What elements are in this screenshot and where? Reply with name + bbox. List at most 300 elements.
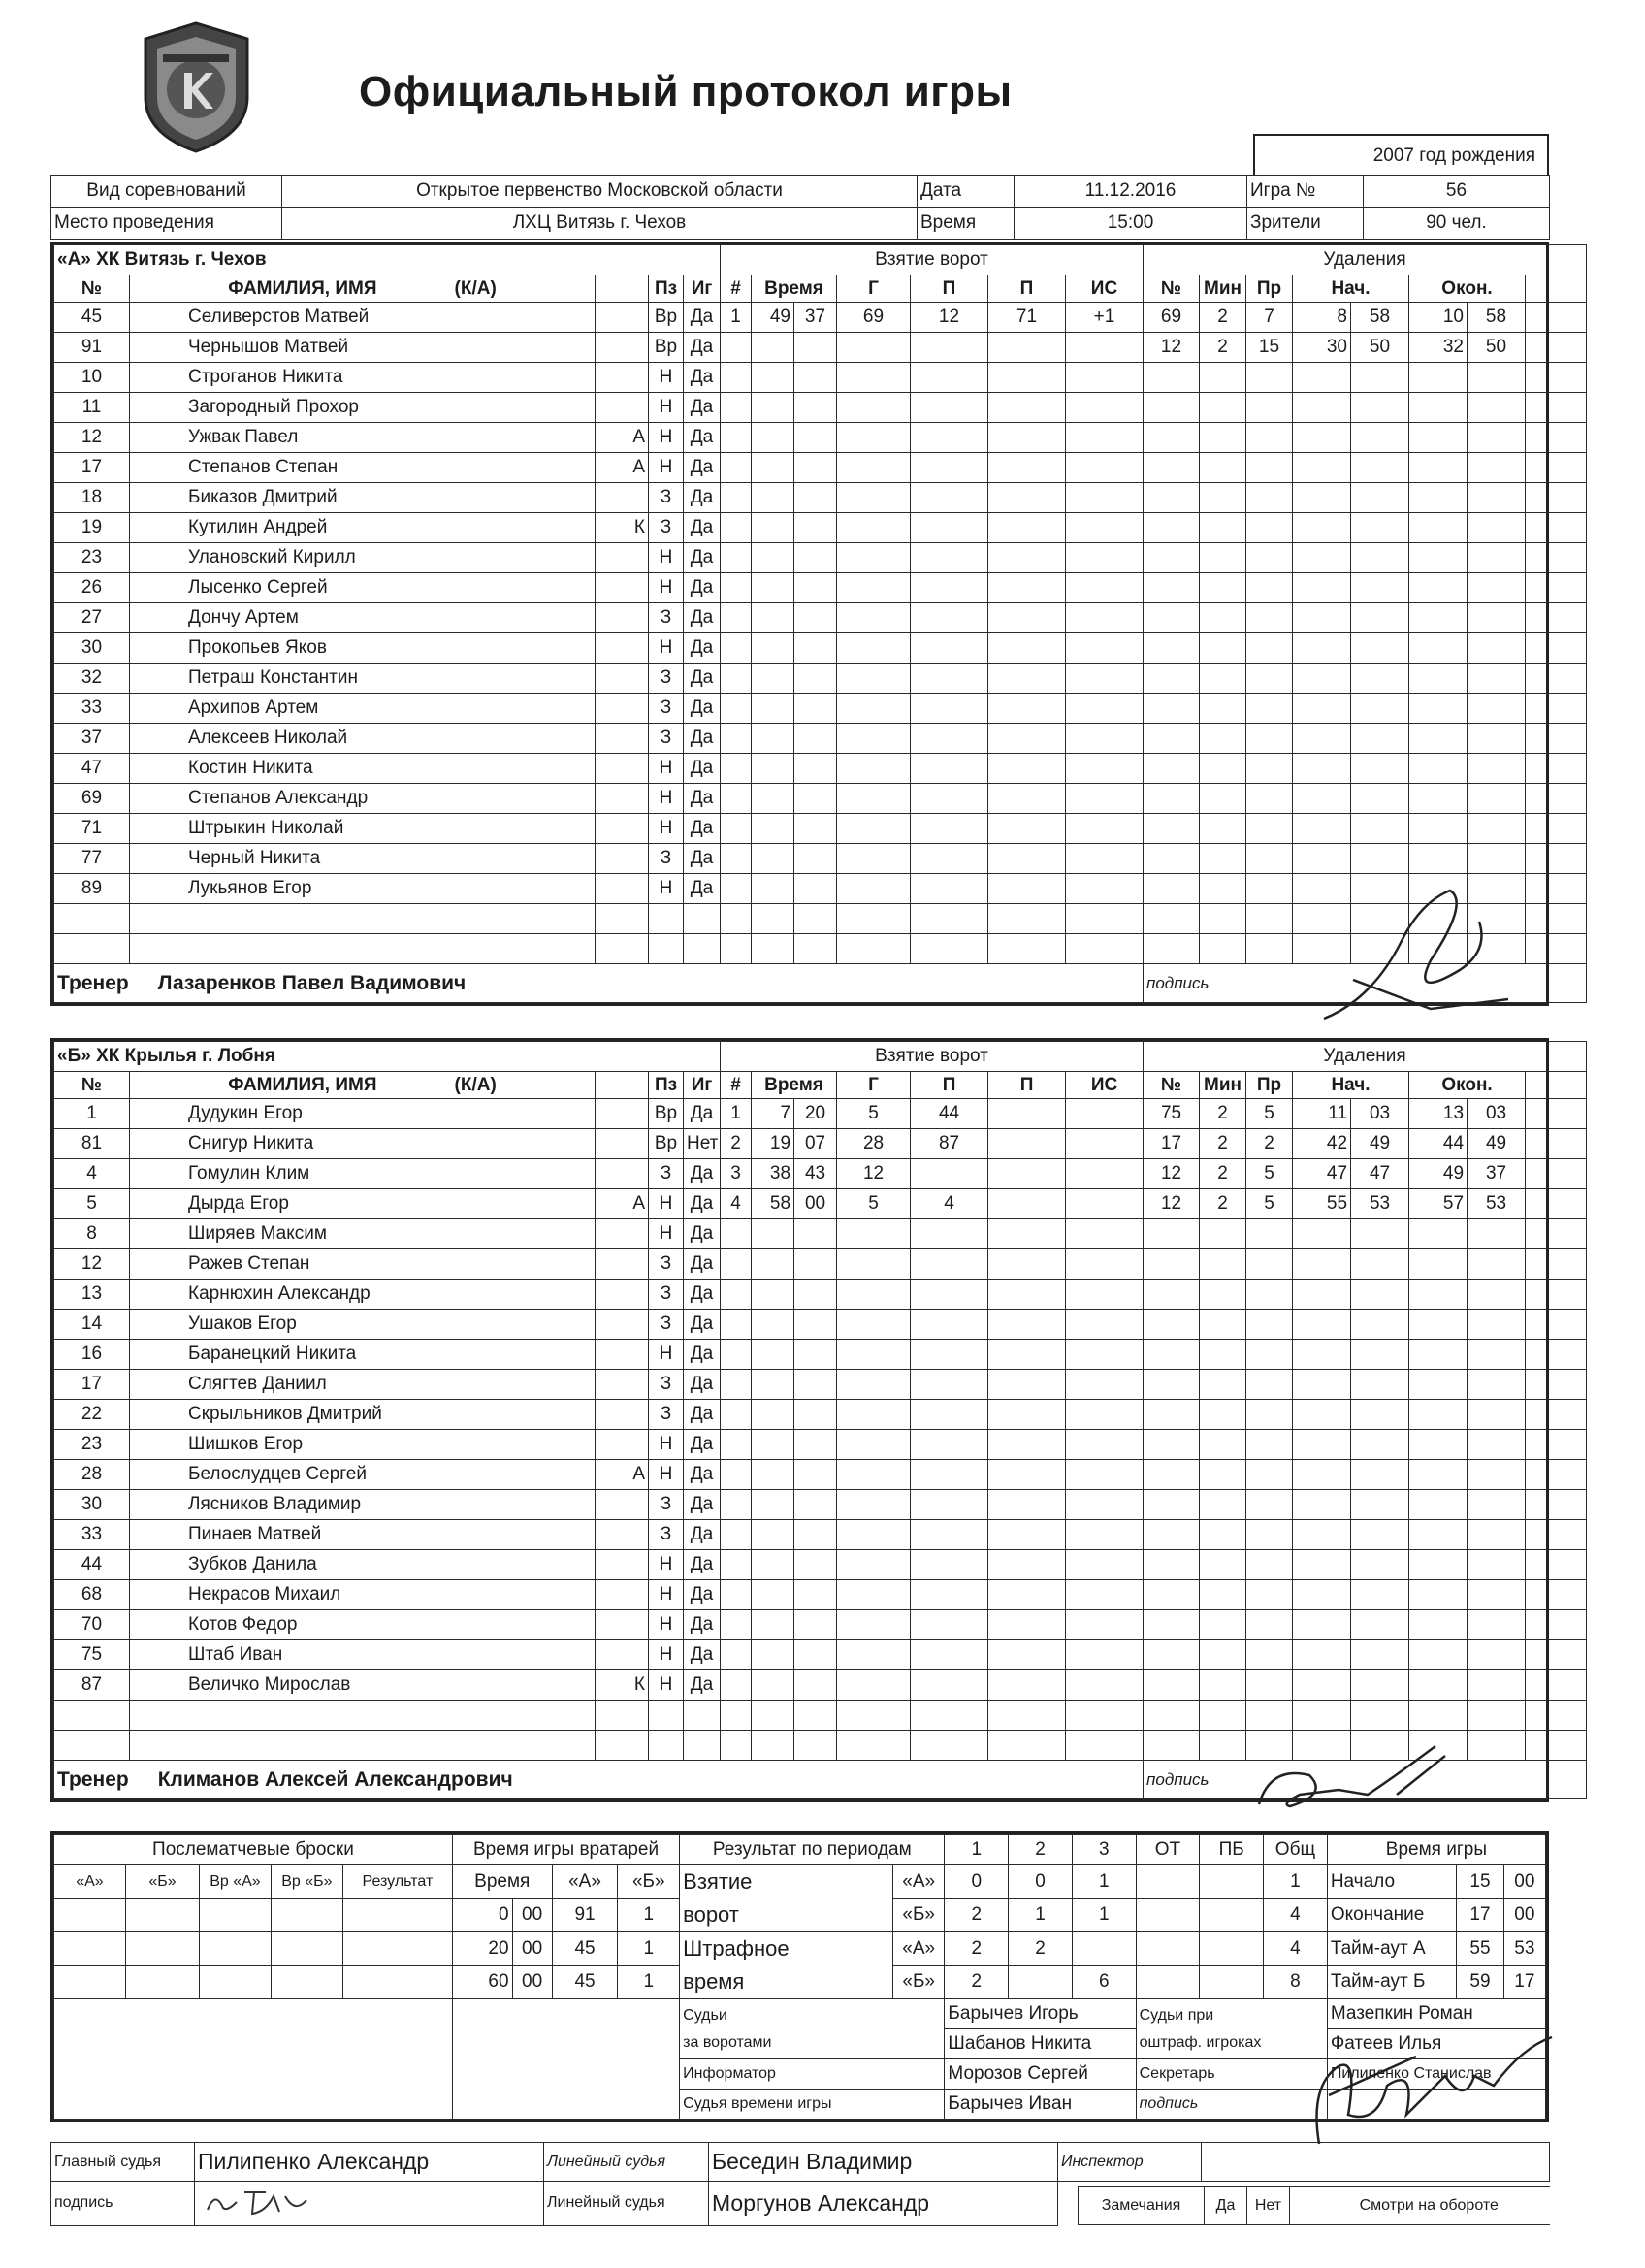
player-pos: Н bbox=[649, 784, 684, 814]
goal-is bbox=[1066, 1340, 1144, 1370]
player-row bbox=[54, 1550, 1587, 1580]
pen-min bbox=[1200, 573, 1246, 603]
pen-end-min bbox=[1409, 633, 1468, 664]
bottom-sign-label: подпись bbox=[1136, 2090, 1327, 2120]
pen-end-sec bbox=[1468, 754, 1526, 784]
goals-b-2: 1 bbox=[1009, 1898, 1073, 1932]
pen-player bbox=[1144, 754, 1200, 784]
goal-is bbox=[1066, 483, 1144, 513]
goal-num: 2 bbox=[721, 1129, 752, 1159]
goal-sec bbox=[794, 1219, 837, 1249]
date-value: 11.12.2016 bbox=[1015, 176, 1247, 208]
goal-scorer: 5 bbox=[837, 1189, 911, 1219]
pen-start-sec bbox=[1351, 1701, 1409, 1731]
goal-assist-1 bbox=[911, 573, 988, 603]
goal-assist-1 bbox=[911, 1580, 988, 1610]
pen-start-min bbox=[1293, 363, 1351, 393]
player-name bbox=[130, 1731, 596, 1761]
goal-min bbox=[752, 874, 794, 904]
pen-player bbox=[1144, 513, 1200, 543]
pen-reason bbox=[1246, 1219, 1293, 1249]
goal-sec bbox=[794, 1249, 837, 1280]
goal-assist-2 bbox=[988, 694, 1066, 724]
goal-min: 19 bbox=[752, 1129, 794, 1159]
goal-sec bbox=[794, 603, 837, 633]
pen-judges-label-2: оштраф. игроках bbox=[1139, 2033, 1262, 2051]
goal-sec bbox=[794, 814, 837, 844]
pen-reason: 2 bbox=[1246, 1129, 1293, 1159]
goal-assist-1 bbox=[911, 1370, 988, 1400]
pen-reason bbox=[1246, 453, 1293, 483]
player-row bbox=[54, 1099, 1587, 1129]
player-role bbox=[596, 754, 649, 784]
player-pos: Н bbox=[649, 814, 684, 844]
player-number bbox=[54, 1701, 130, 1731]
pen-reason bbox=[1246, 694, 1293, 724]
pen-start-sec bbox=[1351, 393, 1409, 423]
pen-player: 12 bbox=[1144, 333, 1200, 363]
pen-start-sec bbox=[1351, 453, 1409, 483]
player-pos: Н bbox=[649, 1610, 684, 1640]
player-ig: Да bbox=[684, 1520, 721, 1550]
pen-start-min: 55 bbox=[1293, 1189, 1351, 1219]
goal-scorer bbox=[837, 1701, 911, 1731]
pen-end-sec bbox=[1468, 393, 1526, 423]
goal-min bbox=[752, 1249, 794, 1280]
secretary-signature bbox=[1300, 2027, 1562, 2154]
goal-assist-1 bbox=[911, 1460, 988, 1490]
pen-min bbox=[1200, 393, 1246, 423]
pen-start-min bbox=[1293, 513, 1351, 543]
pen-min: 2 bbox=[1200, 1189, 1246, 1219]
gk-row-0-b: 1 bbox=[618, 1898, 680, 1932]
goal-assist-2 bbox=[988, 633, 1066, 664]
pen-player bbox=[1144, 664, 1200, 694]
player-ig bbox=[684, 934, 721, 964]
goal-scorer bbox=[837, 363, 911, 393]
goal-is bbox=[1066, 423, 1144, 453]
goal-is bbox=[1066, 934, 1144, 964]
player-number: 8 bbox=[54, 1219, 130, 1249]
pen-a-2: 2 bbox=[1009, 1932, 1073, 1966]
goal-num: 3 bbox=[721, 1159, 752, 1189]
goal-is bbox=[1066, 814, 1144, 844]
player-role bbox=[596, 1610, 649, 1640]
pen-a-pb bbox=[1200, 1932, 1264, 1966]
pen-player bbox=[1144, 784, 1200, 814]
pen-player bbox=[1144, 1280, 1200, 1310]
player-ig: Нет bbox=[684, 1129, 721, 1159]
goals-a-3: 1 bbox=[1072, 1865, 1136, 1899]
goal-is bbox=[1066, 1610, 1144, 1640]
pen-start-sec bbox=[1351, 603, 1409, 633]
pen-end-min: 32 bbox=[1409, 333, 1468, 363]
player-name bbox=[130, 934, 596, 964]
goal-num bbox=[721, 1520, 752, 1550]
gt-h-0: 15 bbox=[1457, 1865, 1503, 1899]
player-ig: Да bbox=[684, 1280, 721, 1310]
pen-end-sec bbox=[1468, 1280, 1526, 1310]
player-ig: Да bbox=[684, 513, 721, 543]
pen-reason bbox=[1246, 784, 1293, 814]
goal-is bbox=[1066, 1370, 1144, 1400]
player-row bbox=[54, 423, 1587, 453]
goal-sec bbox=[794, 784, 837, 814]
player-ig: Да bbox=[684, 1400, 721, 1430]
pen-end-sec: 58 bbox=[1468, 303, 1526, 333]
goal-scorer bbox=[837, 603, 911, 633]
pen-start-sec bbox=[1351, 754, 1409, 784]
player-ig: Да bbox=[684, 754, 721, 784]
player-ig: Да bbox=[684, 333, 721, 363]
pen-end-sec bbox=[1468, 1370, 1526, 1400]
goal-num bbox=[721, 724, 752, 754]
goal-sec bbox=[794, 904, 837, 934]
pen-player bbox=[1144, 393, 1200, 423]
goal-sec bbox=[794, 1490, 837, 1520]
player-pos: Н bbox=[649, 573, 684, 603]
pen-end-sec: 49 bbox=[1468, 1129, 1526, 1159]
player-number: 23 bbox=[54, 1430, 130, 1460]
pen-start-sec bbox=[1351, 573, 1409, 603]
pen-player bbox=[1144, 453, 1200, 483]
informer-label: Информатор bbox=[680, 2059, 945, 2090]
col-p1: П bbox=[911, 275, 988, 303]
pen-start-min: 30 bbox=[1293, 333, 1351, 363]
pen-start-min bbox=[1293, 1430, 1351, 1460]
pen-end-sec bbox=[1468, 694, 1526, 724]
line-ref-1: Беседин Владимир bbox=[709, 2143, 1058, 2182]
player-role bbox=[596, 483, 649, 513]
player-row bbox=[54, 1370, 1587, 1400]
player-ig: Да bbox=[684, 603, 721, 633]
pen-reason bbox=[1246, 1249, 1293, 1280]
pen-min bbox=[1200, 844, 1246, 874]
pen-end-min bbox=[1409, 694, 1468, 724]
goal-is bbox=[1066, 1670, 1144, 1701]
pen-reason bbox=[1246, 1490, 1293, 1520]
player-row bbox=[54, 1580, 1587, 1610]
coach-name: Климанов Алексей Александрович bbox=[157, 1767, 513, 1791]
pen-end-sec bbox=[1468, 1640, 1526, 1670]
player-ig: Да bbox=[684, 814, 721, 844]
player-name: Величко Мирослав bbox=[130, 1670, 596, 1701]
goal-is bbox=[1066, 724, 1144, 754]
player-row bbox=[54, 724, 1587, 754]
goal-assist-2 bbox=[988, 1640, 1066, 1670]
pen-start-min bbox=[1293, 814, 1351, 844]
player-pos: Н bbox=[649, 633, 684, 664]
goal-sec bbox=[794, 1310, 837, 1340]
game-time-header: Время игры bbox=[1327, 1835, 1545, 1865]
pen-start-min bbox=[1293, 1580, 1351, 1610]
coach-a-signature bbox=[1314, 883, 1518, 1028]
goal-num bbox=[721, 1370, 752, 1400]
pen-min bbox=[1200, 1280, 1246, 1310]
goal-judge-1: Барычев Игорь bbox=[945, 1999, 1136, 2029]
goal-scorer bbox=[837, 543, 911, 573]
pen-reason bbox=[1246, 1550, 1293, 1580]
comp-value: Открытое первенство Московской области bbox=[282, 176, 918, 208]
goal-min bbox=[752, 1550, 794, 1580]
pen-end-sec: 03 bbox=[1468, 1099, 1526, 1129]
col-hash: # bbox=[721, 275, 752, 303]
goal-min bbox=[752, 1370, 794, 1400]
gk-a-col: «А» bbox=[552, 1865, 618, 1899]
pen-start-sec bbox=[1351, 1219, 1409, 1249]
player-row bbox=[54, 543, 1587, 573]
player-number: 32 bbox=[54, 664, 130, 694]
goal-sec bbox=[794, 423, 837, 453]
pen-start-sec bbox=[1351, 1370, 1409, 1400]
col-pr: Пр bbox=[1246, 1072, 1293, 1099]
player-name bbox=[130, 1701, 596, 1731]
player-row bbox=[54, 333, 1587, 363]
goal-min bbox=[752, 1430, 794, 1460]
pen-end-sec: 50 bbox=[1468, 333, 1526, 363]
pen-min bbox=[1200, 1670, 1246, 1701]
col-start: Нач. bbox=[1293, 1072, 1409, 1099]
goal-num bbox=[721, 1310, 752, 1340]
col-p1: П bbox=[911, 1072, 988, 1099]
player-pos: З bbox=[649, 1280, 684, 1310]
gk-row-1-b: 1 bbox=[618, 1932, 680, 1966]
goal-num: 1 bbox=[721, 1099, 752, 1129]
pen-player bbox=[1144, 934, 1200, 964]
pen-end-min bbox=[1409, 1640, 1468, 1670]
player-role bbox=[596, 1490, 649, 1520]
goal-assist-1 bbox=[911, 1701, 988, 1731]
comp-label: Вид соревнований bbox=[51, 176, 282, 208]
pen-player: 12 bbox=[1144, 1159, 1200, 1189]
goal-assist-1 bbox=[911, 874, 988, 904]
pen-start-sec: 50 bbox=[1351, 333, 1409, 363]
player-ig bbox=[684, 904, 721, 934]
goal-num bbox=[721, 1550, 752, 1580]
player-row bbox=[54, 453, 1587, 483]
goal-scorer: 12 bbox=[837, 1159, 911, 1189]
goal-assist-1 bbox=[911, 333, 988, 363]
gt-m-2: 53 bbox=[1503, 1932, 1545, 1966]
goal-assist-2 bbox=[988, 363, 1066, 393]
pen-reason bbox=[1246, 664, 1293, 694]
player-pos: З bbox=[649, 1310, 684, 1340]
pen-reason bbox=[1246, 1340, 1293, 1370]
player-number: 17 bbox=[54, 453, 130, 483]
col-name-label: ФАМИЛИЯ, ИМЯ bbox=[228, 1074, 377, 1095]
player-number: 12 bbox=[54, 1249, 130, 1280]
gt-h-3: 59 bbox=[1457, 1965, 1503, 1999]
player-name: Чернышов Матвей bbox=[130, 333, 596, 363]
pen-end-min bbox=[1409, 1400, 1468, 1430]
goal-assist-2 bbox=[988, 1099, 1066, 1129]
goal-min bbox=[752, 363, 794, 393]
pen-label-2: время bbox=[683, 1969, 745, 1993]
goal-sec: 00 bbox=[794, 1189, 837, 1219]
gk-row-0-m: 0 bbox=[452, 1898, 512, 1932]
goal-assist-1 bbox=[911, 1550, 988, 1580]
goal-min bbox=[752, 633, 794, 664]
goal-num bbox=[721, 664, 752, 694]
player-name: Котов Федор bbox=[130, 1610, 596, 1640]
player-row bbox=[54, 1280, 1587, 1310]
pen-start-sec bbox=[1351, 1400, 1409, 1430]
goal-assist-1: 87 bbox=[911, 1129, 988, 1159]
player-role bbox=[596, 814, 649, 844]
goal-scorer bbox=[837, 664, 911, 694]
player-pos: Н bbox=[649, 543, 684, 573]
goal-sec bbox=[794, 694, 837, 724]
main-ref-label: Главный судья bbox=[51, 2143, 195, 2182]
goal-num bbox=[721, 934, 752, 964]
gt-h-1: 17 bbox=[1457, 1898, 1503, 1932]
pen-start-sec: 53 bbox=[1351, 1189, 1409, 1219]
pen-player bbox=[1144, 1430, 1200, 1460]
goal-scorer bbox=[837, 754, 911, 784]
pen-start-sec: 58 bbox=[1351, 303, 1409, 333]
pen-player bbox=[1144, 423, 1200, 453]
pen-min bbox=[1200, 543, 1246, 573]
so-result: Результат bbox=[342, 1865, 452, 1899]
pen-player bbox=[1144, 1400, 1200, 1430]
pen-end-min bbox=[1409, 603, 1468, 633]
place-value: ЛХЦ Витязь г. Чехов bbox=[282, 208, 918, 240]
pen-reason: 5 bbox=[1246, 1159, 1293, 1189]
pen-min bbox=[1200, 1219, 1246, 1249]
gk-b-col: «Б» bbox=[618, 1865, 680, 1899]
goal-assist-2 bbox=[988, 1731, 1066, 1761]
goal-num bbox=[721, 333, 752, 363]
goal-is bbox=[1066, 1731, 1144, 1761]
pen-start-sec bbox=[1351, 1580, 1409, 1610]
goal-is: +1 bbox=[1066, 303, 1144, 333]
pen-end-min bbox=[1409, 513, 1468, 543]
goal-is bbox=[1066, 513, 1144, 543]
pen-min bbox=[1200, 1731, 1246, 1761]
goal-scorer bbox=[837, 573, 911, 603]
goal-num bbox=[721, 1430, 752, 1460]
shootout-header: Послематчевые броски bbox=[54, 1835, 453, 1865]
player-row bbox=[54, 1490, 1587, 1520]
player-name: Дудукин Егор bbox=[130, 1099, 596, 1129]
pen-start-min bbox=[1293, 1280, 1351, 1310]
pen-end-sec bbox=[1468, 664, 1526, 694]
pen-reason bbox=[1246, 1400, 1293, 1430]
col-pnum: № bbox=[1144, 1072, 1200, 1099]
goal-scorer bbox=[837, 1490, 911, 1520]
player-number bbox=[54, 904, 130, 934]
pen-start-min: 47 bbox=[1293, 1159, 1351, 1189]
player-role bbox=[596, 1370, 649, 1400]
player-pos: Н bbox=[649, 1219, 684, 1249]
player-name: Лясников Владимир bbox=[130, 1490, 596, 1520]
goal-is bbox=[1066, 1159, 1144, 1189]
goal-assist-1: 12 bbox=[911, 303, 988, 333]
goal-sec bbox=[794, 333, 837, 363]
periods-header: Результат по периодам bbox=[680, 1835, 945, 1865]
goal-min bbox=[752, 393, 794, 423]
pen-end-min bbox=[1409, 423, 1468, 453]
goals-a-ot bbox=[1136, 1865, 1200, 1899]
player-ig: Да bbox=[684, 1640, 721, 1670]
col-num: № bbox=[54, 275, 130, 303]
goal-scorer bbox=[837, 1670, 911, 1701]
pen-player bbox=[1144, 1370, 1200, 1400]
goals-a-2: 0 bbox=[1009, 1865, 1073, 1899]
player-name: Степанов Степан bbox=[130, 453, 596, 483]
pen-end-sec bbox=[1468, 1580, 1526, 1610]
player-pos: Н bbox=[649, 1640, 684, 1670]
player-pos: Н bbox=[649, 1670, 684, 1701]
player-role: К bbox=[596, 513, 649, 543]
pen-end-sec bbox=[1468, 1460, 1526, 1490]
goal-assist-2 bbox=[988, 1490, 1066, 1520]
goal-assist-2 bbox=[988, 724, 1066, 754]
pen-min: 2 bbox=[1200, 1099, 1246, 1129]
pen-start-min bbox=[1293, 1249, 1351, 1280]
goal-is bbox=[1066, 393, 1144, 423]
player-row bbox=[54, 754, 1587, 784]
pen-end-sec bbox=[1468, 784, 1526, 814]
col-end: Окон. bbox=[1409, 275, 1526, 303]
goal-assist-2 bbox=[988, 1670, 1066, 1701]
player-name: Загородный Прохор bbox=[130, 393, 596, 423]
goal-scorer bbox=[837, 1550, 911, 1580]
date-label: Дата bbox=[918, 176, 1015, 208]
pen-reason bbox=[1246, 393, 1293, 423]
pen-min bbox=[1200, 694, 1246, 724]
col-p2: П bbox=[988, 275, 1066, 303]
goal-scorer bbox=[837, 393, 911, 423]
player-ig: Да bbox=[684, 423, 721, 453]
pen-start-min bbox=[1293, 543, 1351, 573]
pen-start-min bbox=[1293, 844, 1351, 874]
coach-label: Тренер bbox=[57, 1767, 129, 1791]
player-ig: Да bbox=[684, 1490, 721, 1520]
pen-reason bbox=[1246, 1460, 1293, 1490]
player-name: Дончу Артем bbox=[130, 603, 596, 633]
pen-a-3 bbox=[1072, 1932, 1136, 1966]
goal-sec bbox=[794, 453, 837, 483]
pen-min bbox=[1200, 1370, 1246, 1400]
goal-assist-1 bbox=[911, 1340, 988, 1370]
goal-min bbox=[752, 1340, 794, 1370]
pen-start-min bbox=[1293, 483, 1351, 513]
goal-scorer bbox=[837, 1370, 911, 1400]
player-pos: Н bbox=[649, 1460, 684, 1490]
pen-end-min bbox=[1409, 1610, 1468, 1640]
page-title: Официальный протокол игры bbox=[359, 68, 1013, 115]
goal-scorer bbox=[837, 1520, 911, 1550]
player-ig: Да bbox=[684, 1610, 721, 1640]
pen-reason bbox=[1246, 1640, 1293, 1670]
player-role bbox=[596, 1099, 649, 1129]
pen-end-sec bbox=[1468, 1490, 1526, 1520]
player-row bbox=[54, 1460, 1587, 1490]
player-name: Биказов Дмитрий bbox=[130, 483, 596, 513]
pen-reason bbox=[1246, 1430, 1293, 1460]
pen-end-min bbox=[1409, 1310, 1468, 1340]
player-name: Лукьянов Егор bbox=[130, 874, 596, 904]
goal-min bbox=[752, 1580, 794, 1610]
goal-min bbox=[752, 1701, 794, 1731]
pen-player bbox=[1144, 1520, 1200, 1550]
pen-end-sec bbox=[1468, 1249, 1526, 1280]
player-role bbox=[596, 1400, 649, 1430]
player-role bbox=[596, 1340, 649, 1370]
gt-label-0: Начало bbox=[1327, 1865, 1457, 1899]
col-pr: Пр bbox=[1246, 275, 1293, 303]
